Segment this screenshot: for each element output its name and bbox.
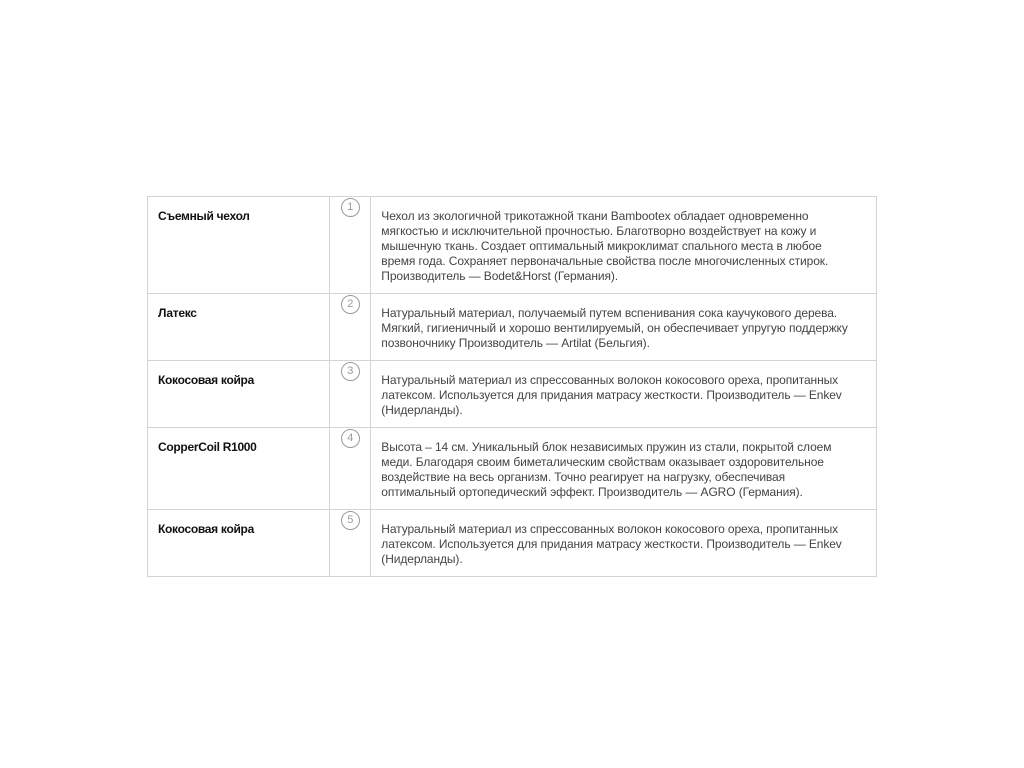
layer-name-cell	[148, 510, 330, 577]
layer-row	[148, 197, 877, 294]
layer-name: CopperCoil R1000	[158, 440, 257, 454]
layer-number-badge: 4	[341, 429, 360, 448]
layer-name-cell	[148, 197, 330, 294]
layer-description-cell	[371, 294, 877, 361]
layer-description: Натуральный материал из спрессованных волокон кокосового ореха, пропитанных латексом. Используется для придания матрасу жесткости. Производитель — Enkev (Нидерланды).	[381, 522, 842, 566]
layer-row	[148, 510, 877, 577]
layer-name: Съемный чехол	[158, 209, 250, 223]
layer-number-cell	[330, 361, 371, 428]
layer-number-badge: 1	[341, 198, 360, 217]
layer-number-badge: 3	[341, 362, 360, 381]
layer-number-cell	[330, 510, 371, 577]
layer-row	[148, 361, 877, 428]
layer-name: Латекс	[158, 306, 197, 320]
layer-name: Кокосовая койра	[158, 373, 254, 387]
mattress-layers-table	[147, 196, 877, 577]
layer-number-cell	[330, 197, 371, 294]
layer-name-cell	[148, 361, 330, 428]
layer-description-cell	[371, 510, 877, 577]
layer-name: Кокосовая койра	[158, 522, 254, 536]
layer-description: Чехол из экологичной трикотажной ткани Bambootex обладает одновременно мягкостью и исключительной прочностью. Благотворно воздействует на кожу и мышечную ткань. Создает оптимальный микроклимат спального места в любое время года. Сохраняет первоначальные свойства после многочисленных стирок. Производитель — Bodet&Horst (Германия).	[381, 209, 829, 283]
layer-name-cell	[148, 428, 330, 510]
layer-number-badge: 2	[341, 295, 360, 314]
layer-row	[148, 428, 877, 510]
layer-description: Натуральный материал, получаемый путем вспенивания сока каучукового дерева. Мягкий, гигиеничный и хорошо вентилируемый, он обеспечивает упругую поддержку позвоночнику Производитель — Artilat (Бельгия).	[381, 306, 848, 350]
layer-description: Высота – 14 см. Уникальный блок независимых пружин из стали, покрытой слоем меди. Благодаря своим биметалическим свойствам оказывает оздоровительное воздействие на весь организм. Точно реагирует на нагрузку, обеспечивая оптимальный ортопедический эффект. Производитель — AGRO (Германия).	[381, 440, 832, 499]
layer-description: Натуральный материал из спрессованных волокон кокосового ореха, пропитанных латексом. Используется для придания матрасу жесткости. Производитель — Enkev (Нидерланды).	[381, 373, 842, 417]
layer-number-badge: 5	[341, 511, 360, 530]
layer-description-cell	[371, 428, 877, 510]
layer-number-cell	[330, 294, 371, 361]
layer-number-cell	[330, 428, 371, 510]
layer-description-cell	[371, 361, 877, 428]
layer-row	[148, 294, 877, 361]
layer-description-cell	[371, 197, 877, 294]
layer-name-cell	[148, 294, 330, 361]
